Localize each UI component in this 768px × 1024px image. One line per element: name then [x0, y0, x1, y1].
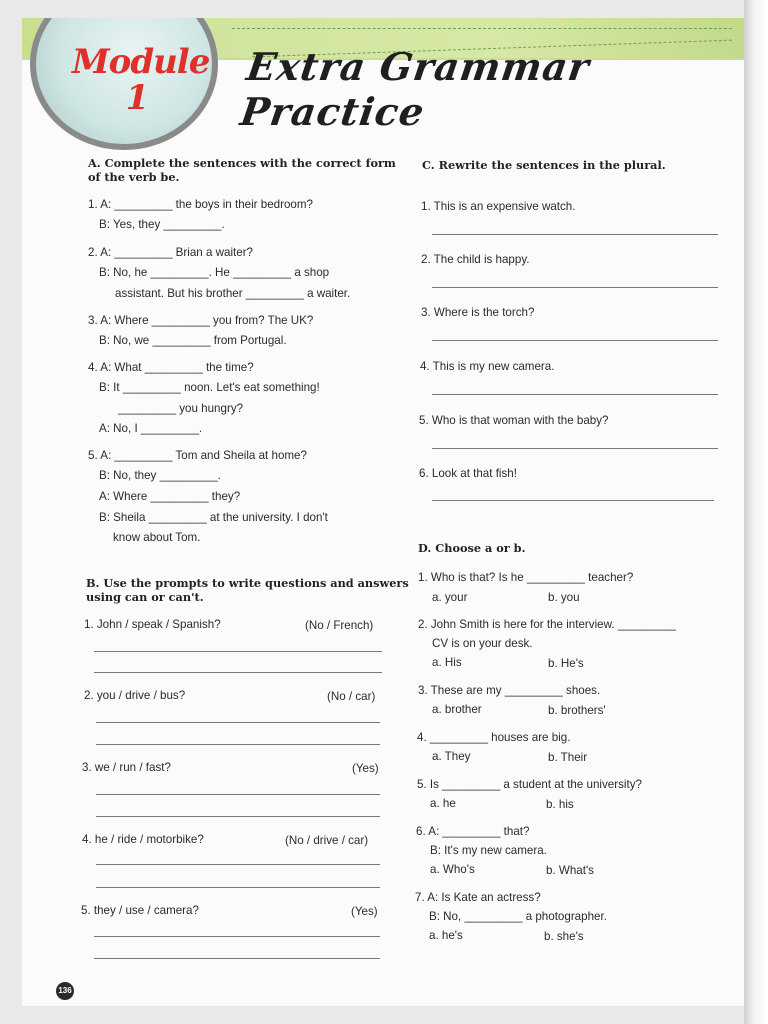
option-b[interactable]: b. Their — [548, 751, 588, 764]
answer-line[interactable] — [94, 936, 380, 937]
answer-hint: (Yes) — [352, 762, 379, 775]
answer-line[interactable] — [432, 500, 714, 501]
prompt-text: 1. John / speak / Spanish? — [84, 618, 221, 631]
answer-line[interactable] — [94, 672, 382, 673]
question: 3. These are my _________ shoes. — [418, 684, 601, 697]
exercise-line: B: Yes, they _________. — [99, 218, 225, 231]
exercise-line: 3. A: Where _________ you from? The UK? — [88, 314, 314, 327]
answer-line[interactable] — [432, 448, 718, 449]
answer-line[interactable] — [94, 958, 380, 959]
answer-line[interactable] — [432, 287, 718, 288]
exercise-line: 1. A: _________ the boys in their bedroom? — [88, 198, 313, 211]
page-edge — [744, 0, 768, 1024]
option-b[interactable]: b. He's — [548, 657, 584, 670]
exercise-line: B: It _________ noon. Let's eat something! — [99, 381, 320, 394]
exercise-line: know about Tom. — [113, 531, 201, 544]
option-b[interactable]: b. brothers' — [548, 704, 606, 717]
prompt-text: 2. you / drive / bus? — [84, 689, 186, 702]
exercise-line: 2. A: _________ Brian a waiter? — [88, 246, 254, 259]
exercise-line: 4. A: What _________ the time? — [88, 361, 254, 374]
answer-line[interactable] — [96, 864, 380, 865]
exercise-line: B: No, he _________. He _________ a shop — [99, 266, 330, 279]
question: 5. Is _________ a student at the university? — [417, 778, 642, 791]
question: 1. Who is that? Is he _________ teacher? — [418, 571, 634, 584]
answer-hint: (No / car) — [327, 690, 376, 703]
option-a[interactable]: a. he — [430, 797, 456, 810]
exercise-line: 5. A: _________ Tom and Sheila at home? — [88, 449, 307, 462]
option-a[interactable]: a. Who's — [430, 863, 475, 876]
page-title: Extra Grammar Practice — [237, 44, 593, 134]
question-cont: B: No, _________ a photographer. — [429, 910, 607, 923]
option-a[interactable]: a. your — [432, 591, 468, 604]
answer-line[interactable] — [96, 794, 380, 795]
answer-line[interactable] — [96, 722, 380, 723]
exercise-line: A: No, I _________. — [99, 422, 203, 435]
exercise-line: B: No, we _________ from Portugal. — [99, 334, 287, 347]
answer-hint: (No / drive / car) — [285, 834, 369, 847]
sentence: 1. This is an expensive watch. — [421, 200, 576, 213]
option-a[interactable]: a. he's — [429, 929, 463, 942]
question: 7. A: Is Kate an actress? — [415, 891, 541, 904]
section-d-title: D. Choose a or b. — [418, 541, 526, 555]
sentence: 6. Look at that fish! — [419, 467, 517, 480]
option-a[interactable]: a. brother — [432, 703, 482, 716]
section-c-title: C. Rewrite the sentences in the plural. — [422, 158, 666, 172]
option-a[interactable]: a. His — [432, 656, 462, 669]
question-cont: CV is on your desk. — [432, 637, 533, 650]
prompt-text: 5. they / use / camera? — [81, 904, 199, 917]
answer-line[interactable] — [96, 816, 380, 817]
section-b-title: B. Use the prompts to write questions and answers using can or can't. — [86, 576, 409, 604]
answer-line[interactable] — [94, 651, 382, 652]
sentence: 4. This is my new camera. — [420, 360, 555, 373]
sentence: 2. The child is happy. — [421, 253, 530, 266]
answer-hint: (No / French) — [305, 619, 374, 632]
answer-line[interactable] — [432, 340, 718, 341]
question: 6. A: _________ that? — [416, 825, 530, 838]
dashed-line — [232, 28, 732, 29]
prompt-text: 4. he / ride / motorbike? — [82, 833, 204, 846]
section-a-title: A. Complete the sentences with the correct form of the verb be. — [88, 156, 396, 184]
prompt-text: 3. we / run / fast? — [82, 761, 171, 774]
option-a[interactable]: a. They — [432, 750, 471, 763]
exercise-line: A: Where _________ they? — [99, 490, 241, 503]
sentence: 5. Who is that woman with the baby? — [419, 414, 609, 427]
answer-hint: (Yes) — [351, 905, 378, 918]
exercise-line: B: No, they _________. — [99, 469, 221, 482]
answer-line[interactable] — [96, 744, 380, 745]
exercise-line: B: Sheila _________ at the university. I don't — [99, 511, 328, 524]
question: 2. John Smith is here for the interview. _________ — [418, 618, 676, 631]
option-b[interactable]: b. his — [546, 798, 574, 811]
page-number: 136 — [56, 982, 74, 1000]
question: 4. _________ houses are big. — [417, 731, 571, 744]
option-b[interactable]: b. she's — [544, 930, 584, 943]
option-b[interactable]: b. What's — [546, 864, 594, 877]
worksheet-page — [22, 18, 746, 1006]
answer-line[interactable] — [432, 234, 718, 235]
sentence: 3. Where is the torch? — [421, 306, 535, 319]
module-label: Module 1 — [72, 42, 210, 118]
answer-line[interactable] — [96, 887, 380, 888]
question-cont: B: It's my new camera. — [430, 844, 547, 857]
exercise-line: _________ you hungry? — [118, 402, 244, 415]
answer-line[interactable] — [432, 394, 718, 395]
exercise-line: assistant. But his brother _________ a waiter. — [115, 287, 351, 300]
option-b[interactable]: b. you — [548, 591, 580, 604]
